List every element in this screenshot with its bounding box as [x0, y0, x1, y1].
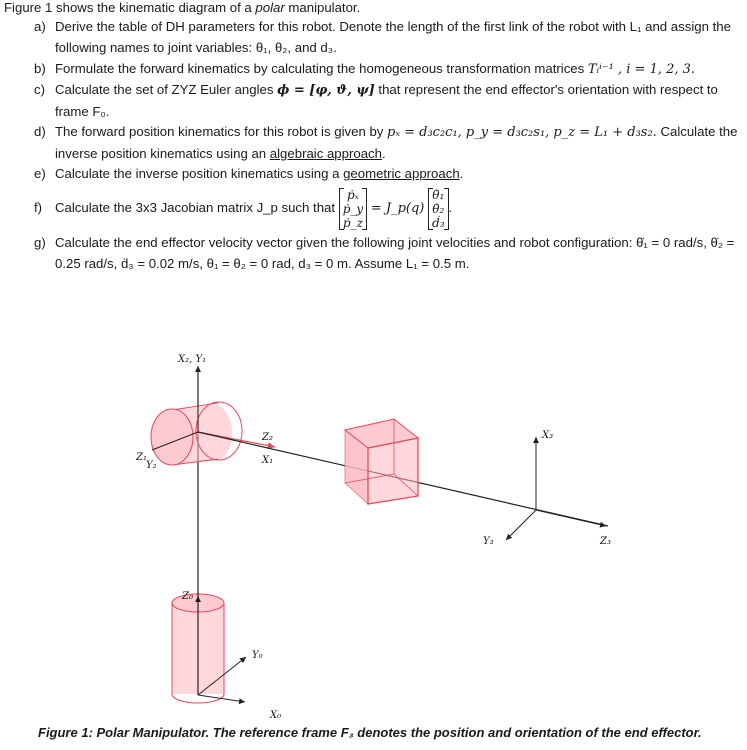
- question-b: b) Formulate the forward kinematics by calculating the homogeneous transformation matrices Tᵢⁱ⁻¹ , i = 1, 2, 3.: [34, 61, 696, 77]
- question-a: a) Derive the table of DH parameters for this robot. Denote the length of the first link of the robot with L₁ and assign the following names to joint variables: θ₁, θ₂, and d₃.: [34, 19, 731, 55]
- question-c: c) Calculate the set of ZYZ Euler angles ϕ = [φ, ϑ, ψ] that represent the end effector's orientation with respect to frame F₀.: [34, 82, 718, 119]
- velocity-vector: ṗₓ ṗ_y ṗ_z: [339, 188, 367, 230]
- label-y2: Y₂: [146, 460, 157, 471]
- question-f: f) Calculate the 3x3 Jacobian matrix J_p such that ṗₓ ṗ_y ṗ_z = J_p(q) θ̇₁ θ̇₂ ḋ₃ .: [34, 187, 453, 230]
- label-y0: Y₀: [252, 650, 263, 661]
- geometric-approach-link: geometric approach: [343, 166, 460, 181]
- question-e: e) Calculate the inverse position kinematics using a geometric approach.: [34, 166, 464, 181]
- intro-emphasis: polar: [255, 0, 285, 15]
- x0-axis: [198, 695, 245, 702]
- intro-text: Figure 1 shows the kinematic diagram of a polar manipulator.: [4, 0, 361, 15]
- label-y3: Y₃: [483, 536, 494, 547]
- label-z1: Z₁: [136, 452, 147, 463]
- algebraic-approach-link: algebraic approach: [269, 146, 382, 161]
- label-z0: Z₀: [182, 591, 193, 602]
- question-g: g) Calculate the end effector velocity vector given the following joint velocities and robot configuration: θ̇₁ = 0 rad/s, θ̇₂ = 0.25 rad/s, ḋ₃ = 0.02 m/s, θ₁ = θ₂ = 0 rad, d₃ = 0 m. Assume L₁ = 0.5 m.: [34, 235, 735, 271]
- question-d: d) The forward position kinematics for this robot is given by pₓ = d₃c₂c₁, p_y = d₃c₂s₁, p_z = L₁ + d₃s₂. Calculate the inverse position kinematics using an algebraic approach.: [34, 124, 738, 161]
- prismatic-cube: [345, 419, 418, 504]
- label-x3: X₃: [542, 430, 554, 441]
- label-x1: X₁: [262, 455, 274, 466]
- joint-velocity-vector: θ̇₁ θ̇₂ ḋ₃: [428, 188, 449, 230]
- polar-manipulator-diagram: [0, 300, 747, 725]
- figure-caption: Figure 1: Polar Manipulator. The reference frame F₃ denotes the position and orientation of the end effector.: [38, 725, 702, 740]
- question-list: [34, 16, 744, 274]
- y3-axis: [506, 510, 536, 540]
- label-z2: Z₂: [262, 432, 273, 443]
- label-x0: X₀: [270, 710, 282, 721]
- label-z3: Z₃: [600, 536, 611, 547]
- z3-axis: [536, 510, 606, 526]
- label-x2-y1: X₂, Y₁: [178, 354, 207, 365]
- shoulder-cylinder: [151, 402, 242, 465]
